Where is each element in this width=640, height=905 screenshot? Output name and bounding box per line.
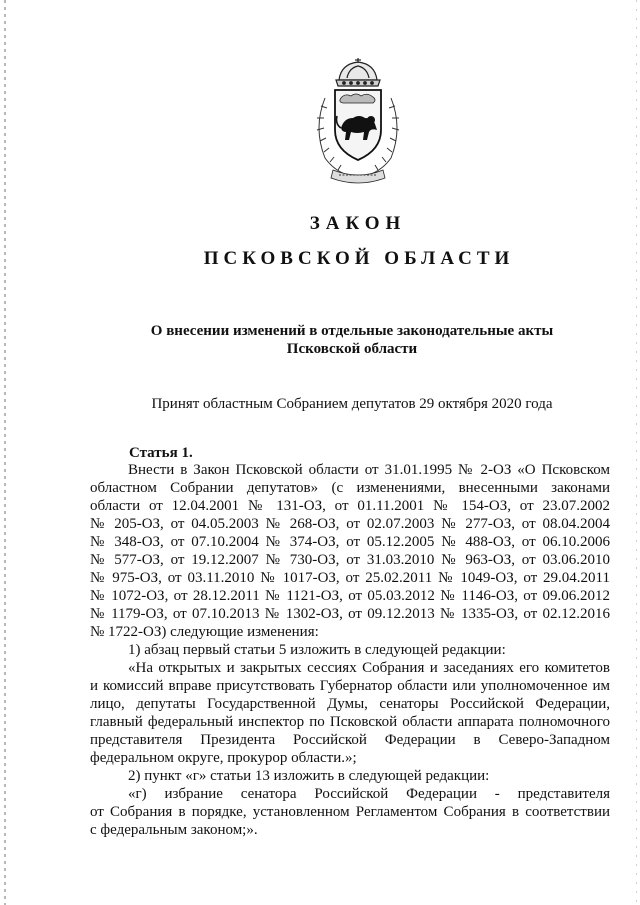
body-line: № 1072-ОЗ, от 28.12.2011 № 1121-ОЗ, от 05.03.2012 № 1146-ОЗ, от 09.06.2012 — [90, 588, 610, 604]
subject-line-1: О внесении изменений в отдельные законодательные акты — [150, 323, 554, 339]
article-body — [90, 461, 610, 839]
body-line: областном Собрании депутатов» (с изменениями, внесенными законами — [90, 480, 610, 496]
article-heading: Статья 1. — [129, 445, 193, 461]
body-line: № 975-ОЗ, от 03.11.2010 № 1017-ОЗ, от 25.02.2011 № 1049-ОЗ, от 29.04.2011 — [90, 570, 610, 586]
law-subject — [120, 322, 584, 358]
body-line: № 1722-ОЗ) следующие изменения: — [90, 624, 319, 640]
body-line: 1) абзац первый статьи 5 изложить в следующей редакции: — [128, 642, 506, 658]
body-line: лицо, депутаты Государственной Думы, сенаторы Российской Федерации, — [90, 696, 610, 712]
body-line: № 577-ОЗ, от 19.12.2007 № 730-ОЗ, от 31.03.2010 № 963-ОЗ, от 03.06.2010 — [90, 552, 610, 568]
body-line: № 1179-ОЗ, от 07.10.2013 № 1302-ОЗ, от 09.12.2013 № 1335-ОЗ, от 02.12.2016 — [90, 606, 610, 622]
body-line: 2) пункт «г» статьи 13 изложить в следующей редакции: — [128, 768, 490, 784]
body-line: федеральном округе, прокурор области.»; — [90, 750, 357, 766]
body-line: представителя Президента Российской Федерации в Северо-Западном — [90, 732, 610, 748]
body-line: № 348-ОЗ, от 07.10.2004 № 374-ОЗ, от 05.12.2005 № 488-ОЗ, от 06.10.2006 — [90, 534, 610, 550]
body-line: «На открытых и закрытых сессиях Собрания и заседаниях его комитетов — [128, 660, 610, 676]
body-line: с федеральным законом;». — [90, 822, 258, 838]
scan-edge-right — [636, 0, 637, 905]
subject-line-2: Псковской области — [286, 341, 418, 357]
body-line: главный федеральный инспектор по Псковской области аппарата полномочного — [90, 714, 610, 730]
body-line: области от 12.04.2001 № 131-ОЗ, от 01.11.2001 № 154-ОЗ, от 23.07.2002 — [90, 498, 610, 514]
body-line: № 205-ОЗ, от 04.05.2003 № 268-ОЗ, от 02.07.2003 № 277-ОЗ, от 08.04.2004 — [90, 516, 610, 532]
adoption-note: Принят областным Собранием депутатов 29 октября 2020 года — [151, 396, 553, 412]
coat-of-arms-emblem — [311, 58, 405, 188]
body-line: «г) избрание сенатора Российской Федерации - представителя — [128, 786, 610, 802]
body-line: от Собрания в порядке, установленном Регламентом Собрания в соответствии — [90, 804, 610, 820]
document-subtitle: ПСКОВСКОЙ ОБЛАСТИ — [203, 248, 515, 269]
body-line: Внести в Закон Псковской области от 31.01.1995 № 2-ОЗ «О Псковском — [128, 462, 610, 478]
body-line: и комиссий вправе присутствовать Губернатор области или уполномоченное им — [90, 678, 610, 694]
scan-edge-left — [4, 0, 6, 905]
document-title: ЗАКОН — [309, 213, 407, 234]
